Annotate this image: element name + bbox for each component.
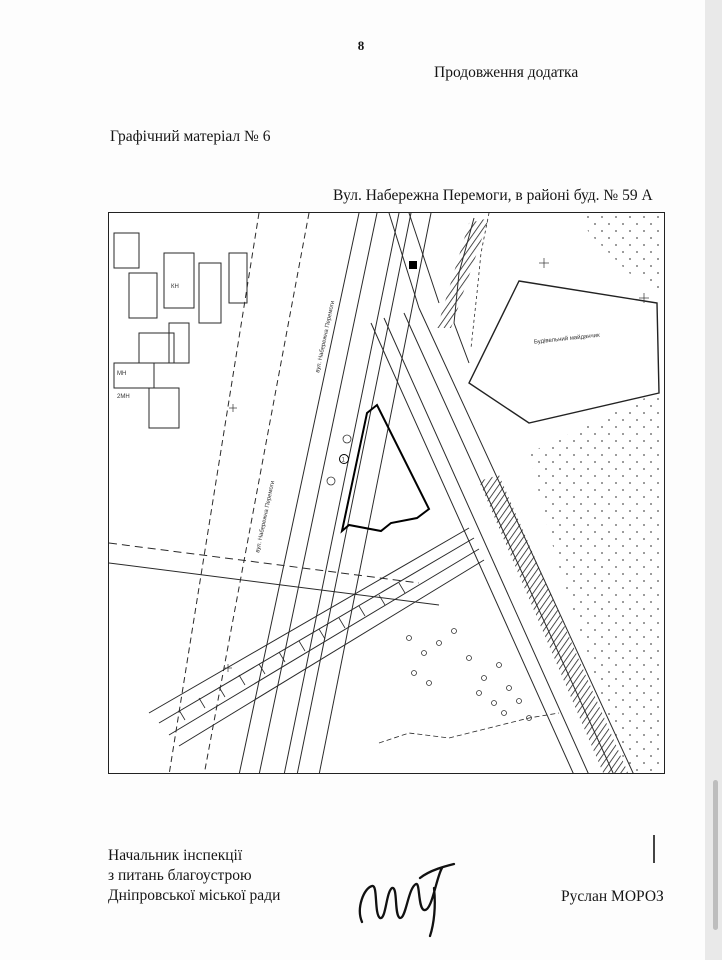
railway-ties bbox=[179, 583, 405, 720]
map-label-street-2: вул. Набережна Перемоги bbox=[255, 480, 277, 554]
page-number: 8 bbox=[357, 38, 365, 53]
hatched-embankment-north bbox=[437, 218, 489, 328]
handwritten-signature bbox=[350, 848, 460, 940]
embankment-road bbox=[169, 213, 431, 774]
dotted-zone-top-right bbox=[579, 213, 665, 298]
signatory-position-line-3: Дніпровської міської ради bbox=[108, 887, 281, 904]
survey-benchmark bbox=[409, 261, 417, 269]
plot-point-label: 1 bbox=[341, 457, 345, 464]
street-caption: Вул. Набережна Перемоги, в районі буд. № 59 А bbox=[333, 187, 653, 204]
map-label-kn: КН bbox=[171, 284, 179, 290]
signer-name: Руслан МОРОЗ bbox=[561, 888, 664, 905]
page-scrollbar[interactable] bbox=[713, 780, 718, 930]
signatory-position-line-1: Начальник інспекції bbox=[108, 847, 243, 864]
map-label-2mn: 2МН bbox=[117, 394, 130, 400]
margin-mark bbox=[653, 835, 655, 863]
signature-block bbox=[108, 846, 280, 906]
park-trees bbox=[407, 629, 532, 721]
map-label-street-1: вул. Набережна Перемоги bbox=[315, 300, 337, 374]
tree-symbol bbox=[327, 477, 335, 485]
site-plan-drawing bbox=[109, 213, 665, 774]
map-label-mn: МН bbox=[117, 371, 127, 377]
map-label-site: Будівельний майданчик bbox=[533, 332, 601, 346]
buildings-north-west bbox=[114, 233, 247, 428]
material-title: Графічний матеріал № 6 bbox=[110, 128, 271, 145]
signatory-position-line-2: з питань благоустрою bbox=[108, 867, 252, 884]
continuation-note: Продовження додатка bbox=[434, 64, 579, 81]
site-plan-map bbox=[108, 212, 665, 774]
park-path bbox=[379, 713, 559, 743]
tree-symbol bbox=[343, 435, 351, 443]
construction-site-outline bbox=[469, 281, 659, 423]
